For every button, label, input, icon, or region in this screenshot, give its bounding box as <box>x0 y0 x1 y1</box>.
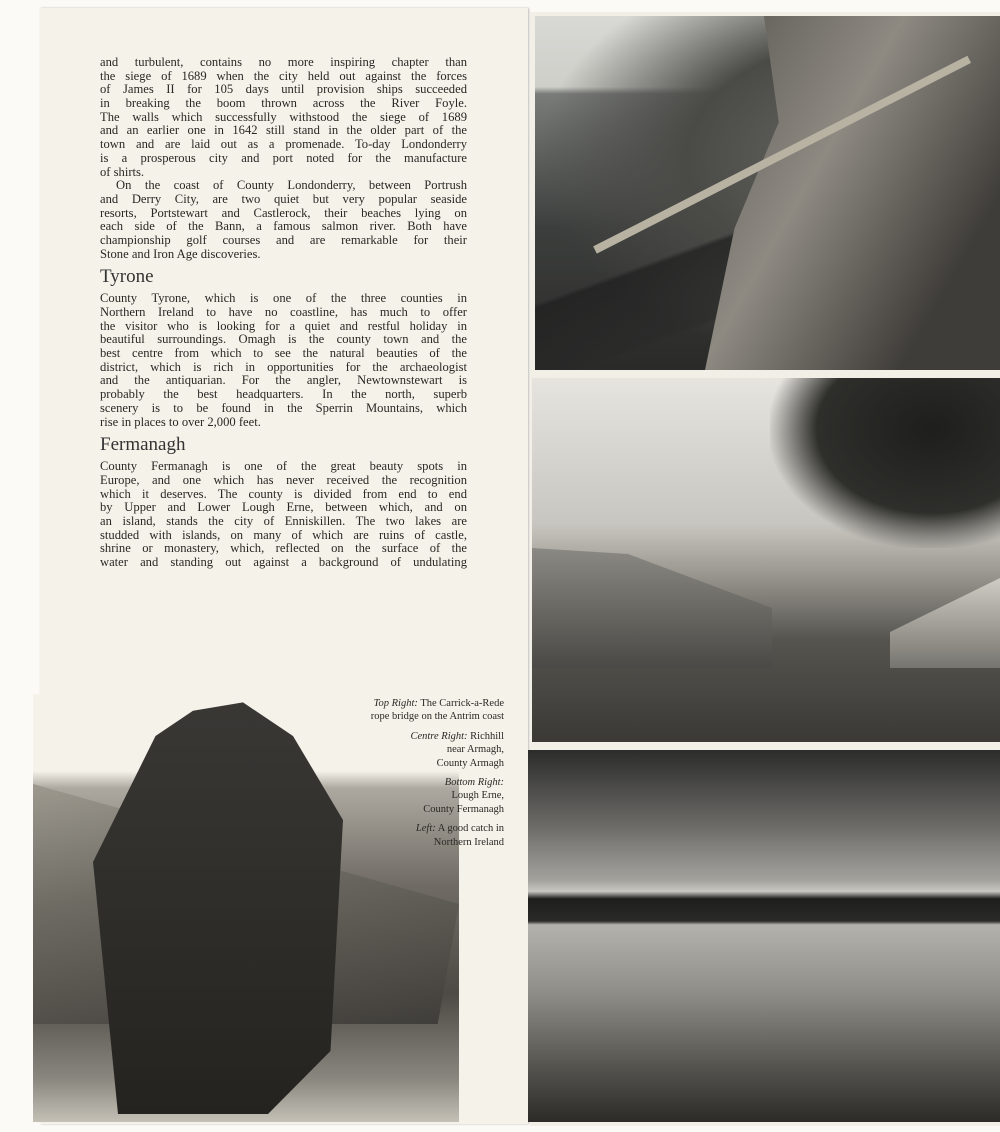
text-line: On the coast of County Londonderry, between Portrush <box>116 178 467 193</box>
text-line: is a prosperous city and port noted for the manufacture <box>100 150 467 165</box>
caption-text: A good catch in <box>437 823 504 835</box>
coast-paragraph <box>100 179 467 261</box>
text-line: best centre from which to see the natural beauties of the <box>100 346 467 361</box>
text-line: probably the best headquarters. In the north, superb <box>100 387 467 402</box>
caption-text: County Armagh <box>436 757 504 769</box>
text-line: County Fermanagh is one of the great beauty spots in <box>100 459 467 474</box>
text-line: and the antiquarian. For the angler, Newtownstewart is <box>100 373 467 388</box>
text-line: Northern Ireland to have no coastline, has much to offer <box>100 305 467 319</box>
text-line: town and are laid out as a promenade. To-day Londonderry <box>100 137 467 152</box>
text-line: an island, stands the city of Enniskillen. The two lakes are <box>100 513 467 528</box>
text-line: studded with islands, on many of which are ruins of castle, <box>100 527 467 542</box>
fermanagh-heading: Fermanagh <box>100 434 186 456</box>
photo-carrick-a-rede-rope-bridge <box>535 16 1000 370</box>
caption-text: County Fermanagh <box>423 803 504 815</box>
text-line: The walls which successfully withstood the siege of 1689 <box>100 109 467 124</box>
photo-richhill-village-street <box>532 378 1000 742</box>
text-line: of shirts. <box>100 164 145 179</box>
text-line: resorts, Portstewart and Castlerock, their beaches lying on <box>100 205 467 220</box>
caption-bottom-right <box>340 776 504 816</box>
caption-text: Lough Erne, <box>451 790 504 802</box>
caption-centre-right <box>340 730 504 770</box>
text-line: Stone and Iron Age discoveries. <box>100 246 261 261</box>
text-line: of James II for 105 days until provision ships succeeded <box>100 82 467 97</box>
text-line: County Tyrone, which is one of the three counties in <box>100 291 467 306</box>
intro-paragraph <box>100 56 467 179</box>
text-line: beautiful surroundings. Omagh is the county town and the <box>100 332 467 347</box>
caption-text: near Armagh, <box>446 744 504 756</box>
caption-left <box>340 822 504 849</box>
caption-text: Northern Ireland <box>433 836 504 848</box>
fermanagh-paragraph <box>100 460 467 570</box>
caption-text: The Carrick-a-Rede <box>420 698 504 709</box>
text-line: and turbulent, contains no more inspiring chapter than <box>100 55 467 69</box>
caption-top-right <box>340 697 504 724</box>
text-line: scenery is to be found in the Sperrin Mountains, which <box>100 400 467 415</box>
article-text <box>100 56 467 570</box>
text-line: in breaking the boom thrown across the River Foyle. <box>100 96 467 111</box>
caption-label: Centre Right: <box>410 730 468 742</box>
photo-lough-erne <box>528 750 1000 1122</box>
text-line: championship golf courses and are remarkable for their <box>100 232 467 247</box>
caption-label: Top Right: <box>373 698 418 709</box>
text-line: district, which is rich in opportunities for the archaeologist <box>100 359 467 374</box>
text-line: rise in places to over 2,000 feet. <box>100 414 261 429</box>
caption-label: Bottom Right: <box>444 777 504 789</box>
text-line: the visitor who is looking for a quiet and restful holiday in <box>100 318 467 333</box>
text-line: shrine or monastery, which, reflected on the surface of the <box>100 541 467 556</box>
text-line: Europe, and one which has never received the recognition <box>100 472 467 487</box>
text-line: by Upper and Lower Lough Erne, between which, and on <box>100 500 467 515</box>
text-line: water and standing out against a background of undulating <box>100 555 467 569</box>
caption-text: rope bridge on the Antrim coast <box>370 711 504 723</box>
photo-captions <box>340 697 504 855</box>
text-line: and an earlier one in 1642 still stand in the older part of the <box>100 123 467 138</box>
tyrone-paragraph <box>100 292 467 429</box>
text-line: the siege of 1689 when the city held out against the forces <box>100 68 467 83</box>
text-line: each side of the Bann, a famous salmon river. Both have <box>100 219 467 234</box>
text-line: and Derry City, are two quiet but very popular seaside <box>100 191 467 206</box>
caption-text: Richhill <box>470 730 504 742</box>
caption-label: Left: <box>415 823 436 835</box>
tyrone-heading: Tyrone <box>100 266 154 288</box>
text-line: which it deserves. The county is divided from end to end <box>100 486 467 501</box>
